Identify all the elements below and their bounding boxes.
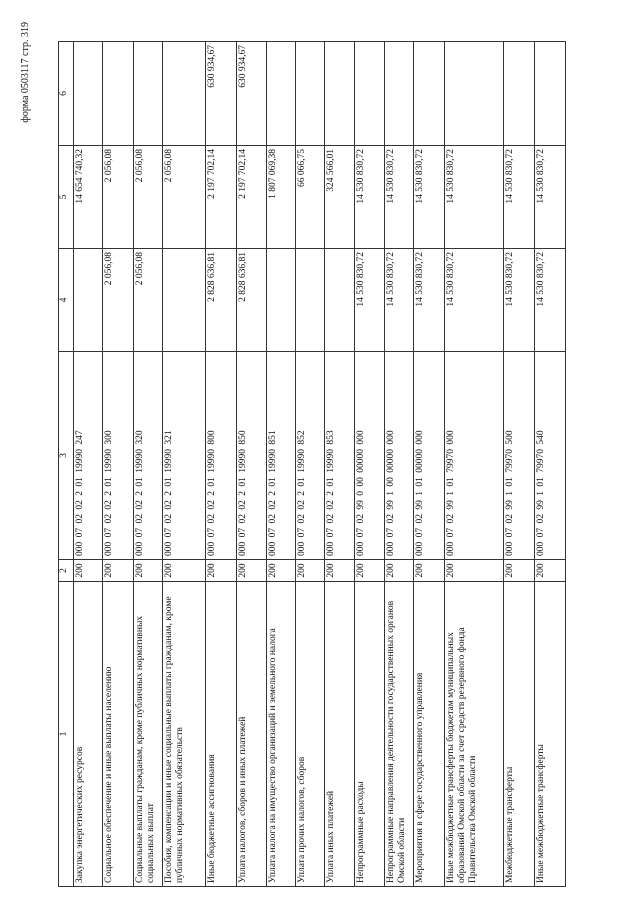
row-name: Пособия, компенсации и иные социальные выплаты гражданам, кроме публичных нормативных обязательств: [163, 582, 206, 887]
table-row: [74, 42, 103, 887]
table-row: [504, 42, 535, 887]
row-code: 200: [325, 560, 355, 582]
row-code: 200: [385, 560, 414, 582]
row-budget-code: 000 07 02 02 2 01 19990 300: [103, 352, 134, 560]
column-header-2: 2: [59, 560, 74, 582]
table-row: [414, 42, 445, 887]
table-row: [134, 42, 163, 887]
row-name: Социальное обеспечение и иные выплаты населению: [103, 582, 134, 887]
row-column-5: 14 654 740,32: [74, 146, 103, 249]
row-name: Иные межбюджетные трансферты бюджетам муниципальных образований Омской области за счет средств резервного фонда Правительства Омской области: [445, 582, 504, 887]
table-row: [385, 42, 414, 887]
row-column-6: 630 934,67: [237, 42, 267, 146]
row-column-4: 2 828 636,81: [237, 249, 267, 352]
row-column-6: [103, 42, 134, 146]
column-header-5: 5: [59, 146, 74, 249]
row-code: 200: [134, 560, 163, 582]
row-name: Мероприятия в сфере государственного управления: [414, 582, 445, 887]
row-budget-code: 000 07 02 02 2 01 19990 247: [74, 352, 103, 560]
column-header-4: 4: [59, 249, 74, 352]
row-column-5: 14 530 830,72: [355, 146, 385, 249]
row-column-4: 2 056,08: [103, 249, 134, 352]
row-column-6: [414, 42, 445, 146]
table-row: [163, 42, 206, 887]
row-column-6: [163, 42, 206, 146]
row-budget-code: 000 07 02 02 2 01 19990 320: [134, 352, 163, 560]
row-column-4: 14 530 830,72: [355, 249, 385, 352]
row-column-6: [267, 42, 296, 146]
row-code: 200: [535, 560, 566, 582]
table-body: [74, 42, 566, 887]
row-code: 200: [237, 560, 267, 582]
row-budget-code: 000 07 02 99 0 00 00000 000: [355, 352, 385, 560]
row-column-4: [74, 249, 103, 352]
row-budget-code: 000 07 02 02 2 01 19990 853: [325, 352, 355, 560]
row-column-5: 2 197 702,14: [237, 146, 267, 249]
row-code: 200: [103, 560, 134, 582]
row-column-6: [296, 42, 325, 146]
row-column-5: 14 530 830,72: [535, 146, 566, 249]
column-header-1: 1: [59, 582, 74, 887]
row-column-6: [134, 42, 163, 146]
row-budget-code: 000 07 02 99 1 01 79970 500: [504, 352, 535, 560]
header-row: [59, 42, 74, 887]
row-name: Уплата налогов, сборов и иных платежей: [237, 582, 267, 887]
row-column-6: [504, 42, 535, 146]
row-code: 200: [355, 560, 385, 582]
row-column-6: [445, 42, 504, 146]
row-budget-code: 000 07 02 99 1 01 00000 000: [414, 352, 445, 560]
row-code: 200: [267, 560, 296, 582]
row-column-5: 324 566,01: [325, 146, 355, 249]
column-header-6: 6: [59, 42, 74, 146]
row-budget-code: 000 07 02 99 1 01 79970 540: [535, 352, 566, 560]
row-column-4: 14 530 830,72: [535, 249, 566, 352]
row-name: Уплата иных платежей: [325, 582, 355, 887]
row-column-4: 14 530 830,72: [414, 249, 445, 352]
row-budget-code: 000 07 02 02 2 01 19990 851: [267, 352, 296, 560]
row-code: 200: [414, 560, 445, 582]
table-row: [535, 42, 566, 887]
row-code: 200: [296, 560, 325, 582]
row-budget-code: 000 07 02 99 1 00 00000 000: [385, 352, 414, 560]
row-name: Закупка энергетических ресурсов: [74, 582, 103, 887]
row-name: Непрограммные направления деятельности государственных органов Омской области: [385, 582, 414, 887]
row-column-4: 14 530 830,72: [385, 249, 414, 352]
row-column-4: [325, 249, 355, 352]
row-column-5: 14 530 830,72: [414, 146, 445, 249]
row-budget-code: 000 07 02 99 1 01 79970 000: [445, 352, 504, 560]
row-column-5: 66 066,75: [296, 146, 325, 249]
row-name: Межбюджетные трансферты: [504, 582, 535, 887]
row-column-6: [325, 42, 355, 146]
column-header-3: 3: [59, 352, 74, 560]
row-column-4: 2 056,08: [134, 249, 163, 352]
row-column-4: 14 530 830,72: [504, 249, 535, 352]
row-column-4: 2 828 636,81: [206, 249, 237, 352]
row-name: Социальные выплаты гражданам, кроме публичных нормативных социальных выплат: [134, 582, 163, 887]
table-row: [296, 42, 325, 887]
table-row: [237, 42, 267, 887]
row-column-5: 2 056,08: [134, 146, 163, 249]
table-row: [267, 42, 296, 887]
row-budget-code: 000 07 02 02 2 01 19990 850: [237, 352, 267, 560]
page-header: форма 0503117 стр. 319: [20, 22, 31, 123]
row-column-5: 14 530 830,72: [445, 146, 504, 249]
row-code: 200: [74, 560, 103, 582]
row-column-5: 2 056,08: [103, 146, 134, 249]
row-column-5: 2 056,08: [163, 146, 206, 249]
row-column-4: [163, 249, 206, 352]
row-column-6: [535, 42, 566, 146]
row-column-5: 14 530 830,72: [504, 146, 535, 249]
row-name: Уплата прочих налогов, сборов: [296, 582, 325, 887]
table-row: [103, 42, 134, 887]
table-row: [355, 42, 385, 887]
report-table: [58, 41, 566, 887]
row-budget-code: 000 07 02 02 2 01 19990 321: [163, 352, 206, 560]
row-name: Уплата налога на имущество организаций и земельного налога: [267, 582, 296, 887]
row-code: 200: [163, 560, 206, 582]
row-code: 200: [445, 560, 504, 582]
row-column-4: 14 530 830,72: [445, 249, 504, 352]
row-budget-code: 000 07 02 02 2 01 19990 852: [296, 352, 325, 560]
row-column-4: [296, 249, 325, 352]
row-name: Иные межбюджетные трансферты: [535, 582, 566, 887]
row-column-6: [355, 42, 385, 146]
rotated-page: [58, 42, 588, 887]
table-row: [206, 42, 237, 887]
row-column-5: 14 530 830,72: [385, 146, 414, 249]
row-column-5: 2 197 702,14: [206, 146, 237, 249]
row-name: Иные бюджетные ассигнования: [206, 582, 237, 887]
row-name: Непрограммные расходы: [355, 582, 385, 887]
row-budget-code: 000 07 02 02 2 01 19990 800: [206, 352, 237, 560]
row-code: 200: [206, 560, 237, 582]
row-column-6: 630 934,67: [206, 42, 237, 146]
table-row: [325, 42, 355, 887]
row-column-5: 1 807 069,38: [267, 146, 296, 249]
row-column-4: [267, 249, 296, 352]
row-column-6: [385, 42, 414, 146]
row-column-6: [74, 42, 103, 146]
row-code: 200: [504, 560, 535, 582]
table-row: [445, 42, 504, 887]
